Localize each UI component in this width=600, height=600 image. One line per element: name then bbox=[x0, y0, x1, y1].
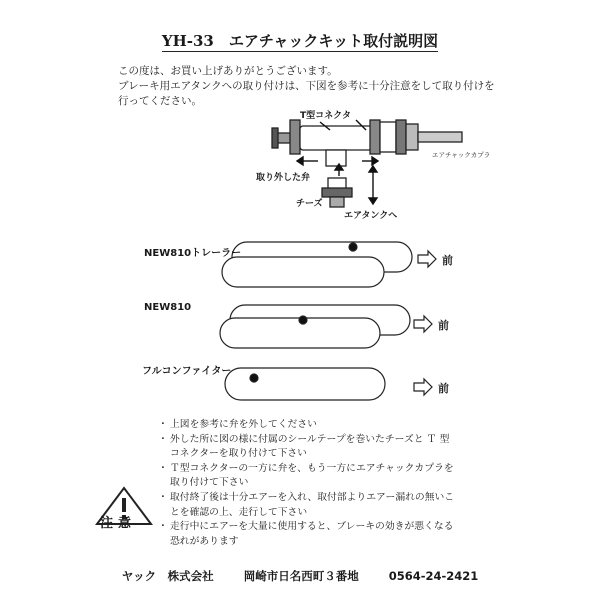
document-title: YH-33 エアチャックキット取付説明図 bbox=[161, 32, 439, 50]
label-new810-trailer: NEW810トレーラー bbox=[144, 248, 242, 259]
label-full-con-fighter: フルコンファイター bbox=[142, 366, 232, 377]
instruction-item: ・ Ｔ型コネクターの一方に弁を、もう一方にエアチャックカプラを 取り付けて下さい bbox=[162, 462, 502, 491]
label-front: 前 bbox=[438, 382, 449, 395]
instruction-item: ・ 外した所に図の様に付属のシールテープを巻いたチーズと Ｔ 型 コネクターを取り付けて下さい bbox=[162, 433, 502, 462]
tank bbox=[222, 257, 384, 287]
front-arrow-icon bbox=[418, 251, 436, 267]
company-address: 岡崎市日名西町３番地 bbox=[243, 569, 359, 583]
instruction-item: ・ 走行中にエアーを大量に使用すると、ブレーキの効きが悪くなる 恐れがあります bbox=[162, 520, 502, 549]
instruction-item: ・ 取付終了後は十分エアーを入れ、取付部よりエアー漏れの無いこ とを確認の上、走行して下さい bbox=[162, 491, 502, 520]
valve-dot bbox=[250, 374, 258, 382]
front-arrow-icon bbox=[414, 316, 432, 332]
company-footer bbox=[0, 568, 600, 584]
company-name: ヤック 株式会社 bbox=[121, 569, 214, 583]
intro-line: 行ってください。 bbox=[118, 95, 202, 107]
intro-line: この度は、お買い上げありがとうございます。 bbox=[118, 65, 338, 77]
instruction-list bbox=[162, 418, 502, 549]
company-phone: 0564-24-2421 bbox=[388, 569, 479, 583]
label-front: 前 bbox=[442, 254, 453, 267]
instruction-item: ・ 上図を参考に弁を外してください bbox=[162, 418, 502, 433]
label-to-air-tank: エアタンクへ bbox=[344, 211, 398, 221]
label-air-chuck-coupler: エアチャックカプラ bbox=[432, 151, 491, 159]
label-new810: NEW810 bbox=[144, 302, 192, 313]
label-front: 前 bbox=[438, 319, 449, 332]
label-t-connector: T型コネクタ bbox=[300, 111, 351, 121]
valve-dot bbox=[299, 316, 307, 324]
tank bbox=[225, 368, 385, 400]
label-removed-valve: 取り外した弁 bbox=[256, 173, 311, 183]
warning-label: 注意 bbox=[100, 516, 137, 531]
intro-line: ブレーキ用エアタンクへの取り付けは、下図を参考に十分注意をして取り付けを bbox=[118, 80, 495, 92]
valve-dot bbox=[349, 243, 357, 251]
front-arrow-icon bbox=[414, 379, 432, 395]
label-cheese: チーズ bbox=[296, 199, 323, 209]
